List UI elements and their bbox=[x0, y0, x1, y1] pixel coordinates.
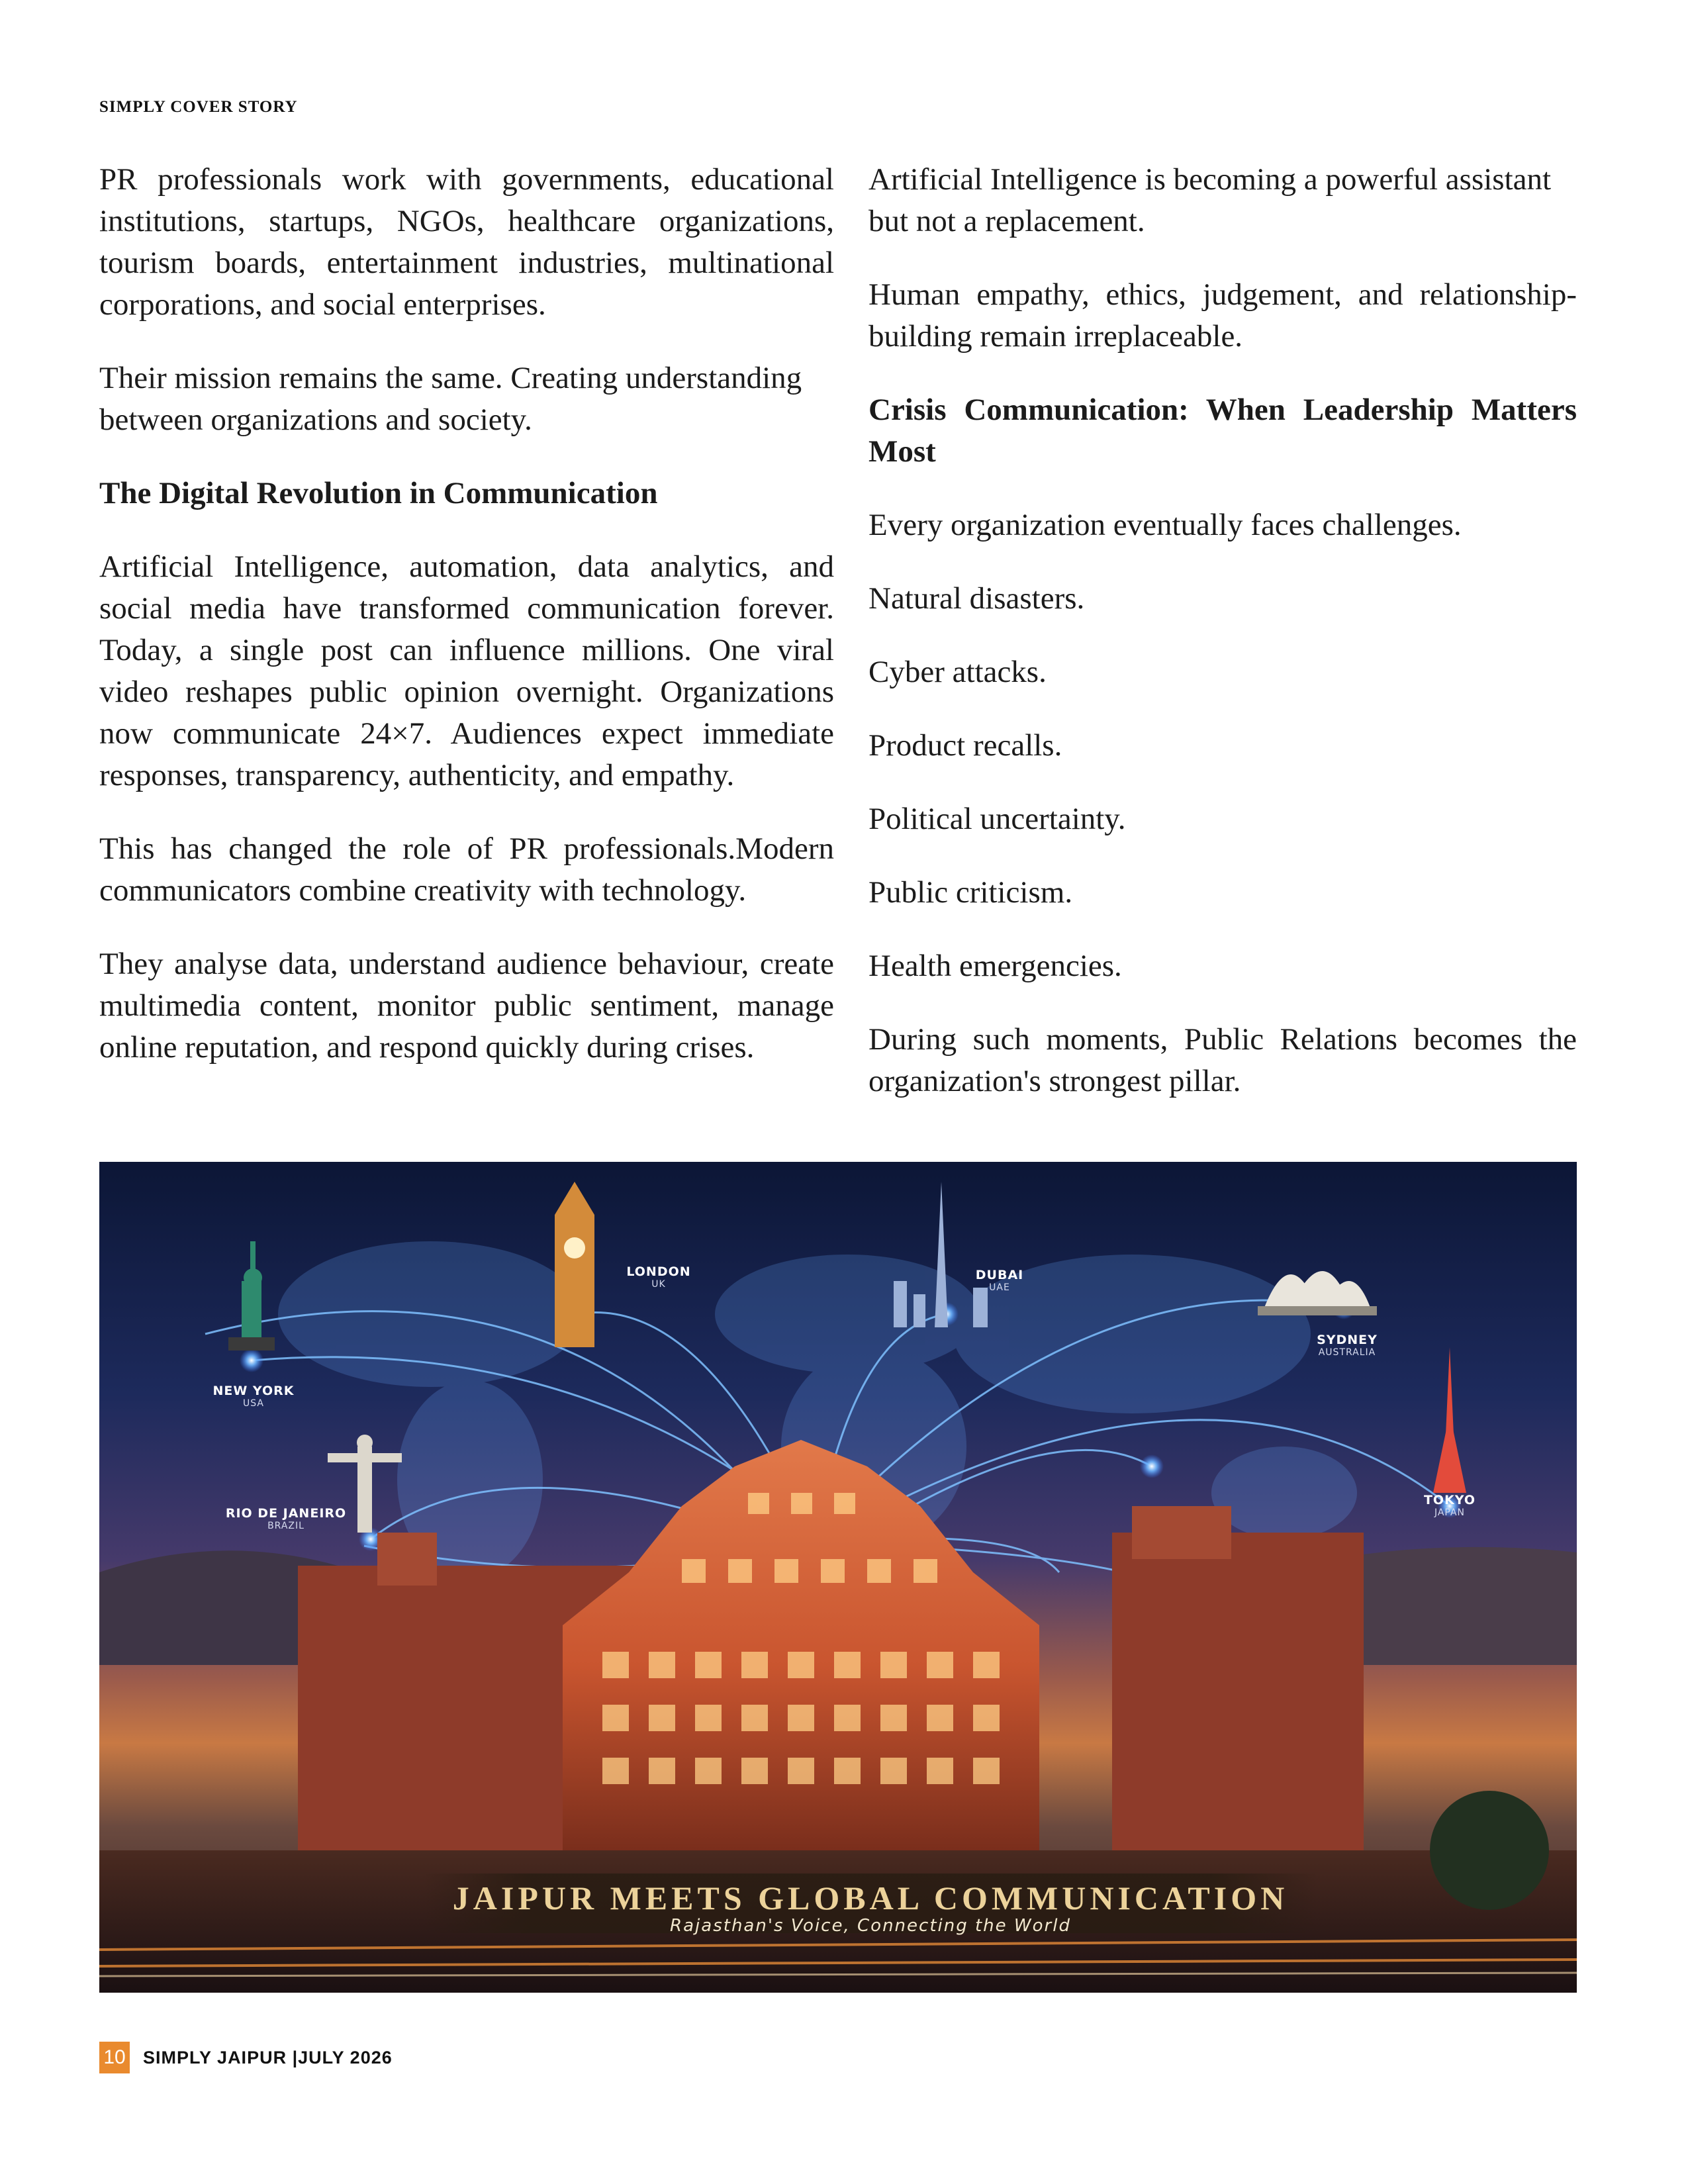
page-footer bbox=[99, 2041, 393, 2074]
paragraph: Their mission remains the same. Creating understanding between organizations and society. bbox=[99, 361, 802, 437]
city-country: AUSTRALIA bbox=[1318, 1347, 1376, 1358]
city-label-new-york bbox=[197, 1384, 310, 1409]
paragraph: PR professionals work with governments, educational institutions, startups, NGOs, healthcare organizations, tourism boards, entertainment industries, multinational corporations, and social enterprises. bbox=[99, 162, 834, 322]
section-heading: Crisis Communication: When Leadership Matters Most bbox=[868, 393, 1577, 469]
paragraph: Every organization eventually faces challenges. bbox=[868, 508, 1462, 542]
left-column bbox=[99, 159, 834, 1100]
city-name: TOKYO bbox=[1423, 1493, 1476, 1507]
city-label-sydney bbox=[1297, 1333, 1397, 1358]
city-country: USA bbox=[243, 1398, 264, 1409]
illustration-banner bbox=[424, 1874, 1317, 1936]
paragraph: Natural disasters. bbox=[868, 581, 1085, 616]
hero-illustration bbox=[99, 1162, 1577, 1993]
city-label-dubai bbox=[960, 1268, 1039, 1293]
paragraph: Cyber attacks. bbox=[868, 655, 1047, 689]
paragraph: Artificial Intelligence is becoming a powerful assistant but not a replacement. bbox=[868, 162, 1552, 238]
publication-name: SIMPLY JAIPUR |JULY 2026 bbox=[143, 2047, 393, 2067]
city-country: UAE bbox=[989, 1282, 1010, 1293]
city-country: JAPAN bbox=[1434, 1507, 1466, 1518]
city-name: RIO DE JANEIRO bbox=[225, 1506, 347, 1521]
hawa-mahal-facade bbox=[563, 1440, 1039, 1850]
illustration-artwork bbox=[99, 1162, 1577, 1993]
section-label: SIMPLY COVER STORY bbox=[99, 98, 298, 116]
banner-subtitle: Rajasthan's Voice, Connecting the World bbox=[670, 1916, 1071, 1936]
section-heading: The Digital Revolution in Communication bbox=[99, 476, 658, 510]
paragraph: Health emergencies. bbox=[868, 949, 1122, 983]
paragraph: They analyse data, understand audience behaviour, create multimedia content, monitor public sentiment, manage online reputation, and respond quickly during crises. bbox=[99, 947, 834, 1065]
city-label-rio-de-janeiro bbox=[220, 1506, 352, 1531]
paragraph: During such moments, Public Relations becomes the organization's strongest pillar. bbox=[868, 1022, 1577, 1098]
banner-title: JAIPUR MEETS GLOBAL COMMUNICATION bbox=[452, 1879, 1289, 1917]
paragraph: Human empathy, ethics, judgement, and relationship-building remain irreplaceable. bbox=[868, 277, 1577, 354]
right-column bbox=[868, 159, 1577, 1134]
city-name: LONDON bbox=[626, 1264, 691, 1279]
city-name: NEW YORK bbox=[212, 1384, 295, 1398]
page-number: 10 bbox=[99, 2042, 130, 2073]
paragraph: Public criticism. bbox=[868, 875, 1073, 910]
city-label-tokyo bbox=[1410, 1493, 1489, 1518]
paragraph: Artificial Intelligence, automation, data analytics, and social media have transformed communication forever. Today, a single post can influence millions. One viral video reshapes public opinion overnight. Organizations now communicate 24×7. Audiences expect immediate responses, transparency, authenticity, and empathy. bbox=[99, 549, 834, 792]
city-country: UK bbox=[651, 1279, 666, 1290]
city-label-london bbox=[616, 1264, 702, 1290]
big-ben-icon bbox=[555, 1182, 594, 1347]
tokyo-tower-icon bbox=[1433, 1347, 1466, 1493]
paragraph: Political uncertainty. bbox=[868, 802, 1126, 836]
paragraph: This has changed the role of PR professionals.Modern communicators combine creativity with technology. bbox=[99, 831, 834, 908]
statue-of-liberty-icon bbox=[228, 1241, 275, 1351]
city-name: DUBAI bbox=[975, 1268, 1024, 1282]
sydney-opera-house-icon bbox=[1258, 1271, 1377, 1315]
paragraph: Product recalls. bbox=[868, 728, 1062, 763]
city-name: SYDNEY bbox=[1317, 1333, 1378, 1347]
city-country: BRAZIL bbox=[267, 1521, 305, 1531]
